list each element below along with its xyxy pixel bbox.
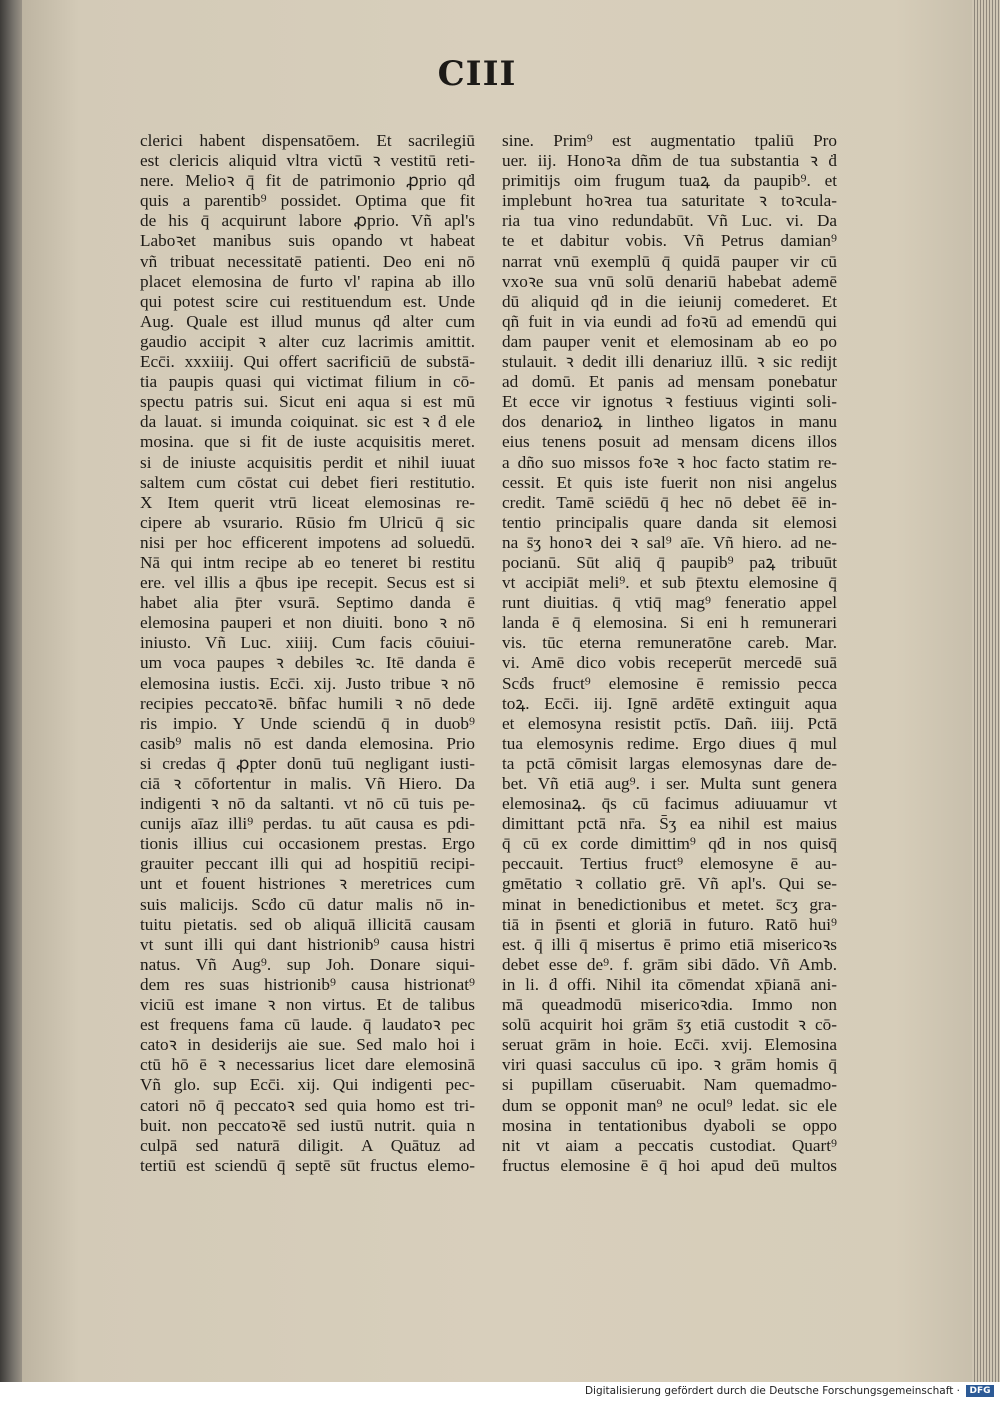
text-line: si credas q̄ ꝓpter donū tuū negligant iusti- — [140, 753, 475, 773]
text-line: landa ē q̄ elemosina. Si eni h remunerari — [502, 613, 837, 633]
text-line: a dño suo missos foꝛe ꝛ hoc facto statim re- — [502, 452, 837, 472]
text-line: ciā ꝛ cōfortentur in malis. Vñ Hiero. Da — [140, 774, 475, 793]
text-line: vis. tūc eterna remuneratōne careb. Mar. — [502, 633, 837, 653]
text-line: unt et fouent histriones ꝛ meretrices cum — [140, 874, 475, 894]
text-line: Nā qui intm recipe ab eo teneret bi restitu — [140, 552, 475, 572]
text-line: dos denarioꝝ in lintheo ligatos in manu — [502, 412, 837, 432]
text-line: vi. Amē dico vobis receperūt mercedē suā — [502, 653, 837, 673]
text-line: dū aliquid qḋ in die ieiunij comederet. Et — [502, 291, 837, 311]
text-line: si pupillam cūseruabit. Nam quemadmo- — [502, 1075, 837, 1095]
text-line: iniusto. Vñ Luc. xiiij. Cum facis cōuiui- — [140, 633, 475, 653]
text-line: credit. Tamē sciēdū q̄ hec nō debet ēē in- — [502, 492, 837, 512]
text-line: debet esse de⁹. f. grām sibi dādo. Vñ Amb. — [502, 954, 837, 974]
text-line: Ecc̄i. xxxiiij. Qui offert sacrificiū de substā- — [140, 352, 475, 372]
text-line: quis a parentib⁹ possidet. Optima que fit — [140, 191, 475, 211]
text-line: da lauat. si imunda coiquinat. sic est ꝛ ḋ ele — [140, 412, 475, 432]
text-line: toꝝ. Ecc̄i. iij. Ignē ardētē extinguit aqua — [502, 693, 837, 713]
text-line: pocianū. Sūt aliq̄ q̄ paupib⁹ paꝝ tribuūt — [502, 552, 837, 572]
text-line: tionis illius cui occasionem prestas. Ergo — [140, 834, 475, 854]
page-edges — [972, 0, 1000, 1382]
right-text-column — [502, 131, 837, 1176]
text-line: tua elemosynis redime. Ergo diues q̄ mul — [502, 733, 837, 753]
text-line: dem res suas histrionib⁹ causa histrionat⁹ — [140, 974, 475, 994]
text-line: Et ecce vir ignotus ꝛ festiuus viginti soli- — [502, 392, 837, 412]
text-line: Scḋs fruct⁹ elemosine ē remissio pecca — [502, 673, 837, 693]
text-line: mosina in tentationibus dyaboli se oppo — [502, 1115, 837, 1135]
text-line: gaudio accipit ꝛ alter cuz lacrimis amittit. — [140, 331, 475, 351]
text-line: viri quasi sacculus cū ipo. ꝛ grām homis q̄ — [502, 1055, 837, 1075]
left-text-column — [140, 131, 475, 1176]
text-line: buit. non peccatoꝛē sed iustū nutrit. quia n — [140, 1115, 475, 1135]
text-line: in li. ḋ offi. Nihil ita cōmendat xp̄ianā ani- — [502, 974, 837, 994]
text-line: est frequens fama cū laude. q̄ laudatoꝛ pec — [140, 1015, 475, 1035]
text-line: natus. Vñ Aug⁹. sup Joh. Donare siqui- — [140, 954, 475, 974]
text-line: recipies peccatoꝛē. bñfac humili ꝛ nō dede — [140, 693, 475, 713]
text-line: grauiter peccant illi qui ad hospitiū recipi- — [140, 854, 475, 874]
text-line: cessit. Et quis iste fuerit non nisi angelus — [502, 472, 837, 492]
text-line: tentio principalis quare danda sit elemosi — [502, 512, 837, 532]
text-line: fructus elemosine ē q̄ hoi apud deū multos — [502, 1155, 837, 1175]
text-line: elemosina pauperi et non diuiti. bono ꝛ nō — [140, 613, 475, 633]
text-line: tertiū est sciendū q̄ septē sūt fructus elemo- — [140, 1155, 475, 1175]
text-line: catoꝛ in desiderijs aie sue. Sed malo hoi i — [140, 1035, 475, 1055]
text-line: dum se opponit man⁹ ne ocul⁹ ledat. sic ele — [502, 1095, 837, 1115]
text-line: stulauit. ꝛ dedit illi denariuz illū. ꝛ sic redijt — [502, 352, 837, 372]
text-line: q̄ cū ex corde dimittim⁹ qḋ in nos quisq̄ — [502, 834, 837, 854]
text-line: suis malicijs. Scḋo cū datur malis nō in- — [140, 894, 475, 914]
text-line: si de iniuste acquisitis perdit et nihil iuuat — [140, 452, 475, 472]
text-line: vt sunt illi qui dant histrionib⁹ causa histri — [140, 934, 475, 954]
text-line: nit vt aiam a peccatis custodiat. Quart⁹ — [502, 1135, 837, 1155]
footer-bar — [0, 1382, 1000, 1401]
text-line: culpā sed naturā diligit. A Quātuz ad — [140, 1135, 475, 1155]
text-line: ris impio. Y Unde sciendū q̄ in duob⁹ — [140, 713, 475, 733]
text-line: ad domū. Et panis ad mensam ponebatur — [502, 372, 837, 392]
text-line: et elemosyna resistit pctīs. Dañ. iiij. Pctā — [502, 713, 837, 733]
text-line: ctū hō ē ꝛ necessarius licet dare elemosinā — [140, 1055, 475, 1075]
text-line: minat in benedictionibus et metet. s̄cʒ gra- — [502, 894, 837, 914]
text-line: eius tenens posuit ad mensam dicens illos — [502, 432, 837, 452]
text-line: nisi per hoc efficerent impotens ad soluedū. — [140, 532, 475, 552]
text-line: est. q̄ illi q̄ misertus ē primo etiā misericoꝛs — [502, 934, 837, 954]
text-line: mā queadmodū misericoꝛdia. Immo non — [502, 995, 837, 1015]
text-line: nere. Melioꝛ q̄ fit de patrimonio ꝓprio qḋ — [140, 171, 475, 191]
text-line: bet. Vñ etiā aug⁹. i ser. Multa sunt genera — [502, 774, 837, 793]
text-line: mosina. que si fit de iuste acquisitis meret. — [140, 432, 475, 452]
text-line: dimittant pctā nr̄a. S̄ʒ ea nihil est maius — [502, 814, 837, 834]
text-line: vxoꝛe sua vnū solū denariū habebat ademē — [502, 271, 837, 291]
text-line: seruat grām in hoie. Ecc̄i. xvij. Elemosina — [502, 1035, 837, 1055]
text-line: saltem cum cōstat cui debet fieri restitutio. — [140, 472, 475, 492]
text-line: X Item querit vtrū liceat elemosinas re- — [140, 492, 475, 512]
text-line: qñ fuit in via eundi ad foꝛū ad emendū qui — [502, 311, 837, 331]
text-line: elemosina iustis. Ecc̄i. xij. Justo tribue ꝛ nō — [140, 673, 475, 693]
text-line: Vñ glo. sup Ecc̄i. xij. Qui indigenti pec- — [140, 1075, 475, 1095]
text-line: primitijs oim frugum tuaꝝ da paupib⁹. et — [502, 171, 837, 191]
text-line: Laboꝛet manibus suis opando vt habeat — [140, 231, 475, 251]
text-line: est clericis aliquid vltra victū ꝛ vestitū reti- — [140, 151, 475, 171]
text-line: uer. iij. Honoꝛa dñm de tua substantia ꝛ ḋ — [502, 151, 837, 171]
text-line: solū acquirit hoi grām s̄ʒ etiā custodit ꝛ cō- — [502, 1015, 837, 1035]
dfg-logo: DFG — [966, 1385, 994, 1397]
text-line: tuitu pietatis. sed ob aliquā illicitā causam — [140, 914, 475, 934]
folio-number: CIII — [437, 54, 517, 94]
text-line: tiā in p̄senti et gloriā in futuro. Ratō hui⁹ — [502, 914, 837, 934]
text-line: placet elemosina de furto vl' rapina ab illo — [140, 271, 475, 291]
text-line: dam pauper venit et elemosinam ab eo po — [502, 331, 837, 351]
text-line: viciū est imane ꝛ non virtus. Et de talibus — [140, 995, 475, 1015]
text-line: vñ tribuat necessitatē patienti. Deo eni nō — [140, 251, 475, 271]
text-line: runt diuitias. q̄ vtiq̄ mag⁹ feneratio appel — [502, 593, 837, 613]
text-line: de his q̄ acquirunt labore ꝓprio. Vñ apl's — [140, 211, 475, 231]
text-line: cipere ab vsurario. Rūsio fm Ulricū q̄ sic — [140, 512, 475, 532]
text-line: vt accipiāt meli⁹. et sub p̄textu elemosine q̄ — [502, 573, 837, 593]
text-line: ta pctā cōmisit largas elemosynas dare de- — [502, 753, 837, 773]
text-line: narrat vnū exemplū q̄ quidā pauper vir cū — [502, 251, 837, 271]
text-line: ere. vel illis a q̄bus ipe recepit. Secus est si — [140, 573, 475, 593]
text-line: qui potest scire cui restituendum est. Unde — [140, 291, 475, 311]
text-line: ria tua vino redundabūt. Vñ Luc. vi. Da — [502, 211, 837, 231]
text-line: implebunt hoꝛrea tua saturitate ꝛ toꝛcula- — [502, 191, 837, 211]
text-line: tia paupis quasi qui victimat filium in cō- — [140, 372, 475, 392]
text-line: casib⁹ malis nō est danda elemosina. Prio — [140, 733, 475, 753]
text-line: habet alia p̄ter vsurā. Septimo danda ē — [140, 593, 475, 613]
text-line: clerici habent dispensatōem. Et sacrilegiū — [140, 131, 475, 150]
text-line: peccauit. Tertius fruct⁹ elemosyne ē au- — [502, 854, 837, 874]
text-line: na s̄ʒ honoꝛ dei ꝛ sal⁹ aīe. Vñ hiero. ad ne- — [502, 532, 837, 552]
text-line: Aug. Quale est illud munus qḋ alter cum — [140, 311, 475, 331]
text-line: cunijs aīaz illi⁹ perdas. tu aūt causa es pdi- — [140, 814, 475, 834]
text-line: elemosinaꝝ. q̄s cū facimus adiuuamur vt — [502, 794, 837, 814]
funding-notice: Digitalisierung gefördert durch die Deutsche Forschungsgemeinschaft · — [584, 1385, 960, 1397]
text-line: indigenti ꝛ nō da saltanti. vt nō cū tuis pe- — [140, 794, 475, 814]
text-line: um voca paupes ꝛ debiles ꝛc. Itē danda ē — [140, 653, 475, 673]
book-binding — [0, 0, 22, 1382]
text-line: catori nō q̄ peccatoꝛ sed quia homo est tri- — [140, 1095, 475, 1115]
text-line: te et dabitur vobis. Vñ Petrus damian⁹ — [502, 231, 837, 251]
text-line: spectu patris sui. Sicut eni aqua si est mū — [140, 392, 475, 412]
text-line: sine. Prim⁹ est augmentatio tpaliū Pro — [502, 131, 837, 150]
text-line: gmētatio ꝛ collatio grē. Vñ apl's. Qui se- — [502, 874, 837, 894]
